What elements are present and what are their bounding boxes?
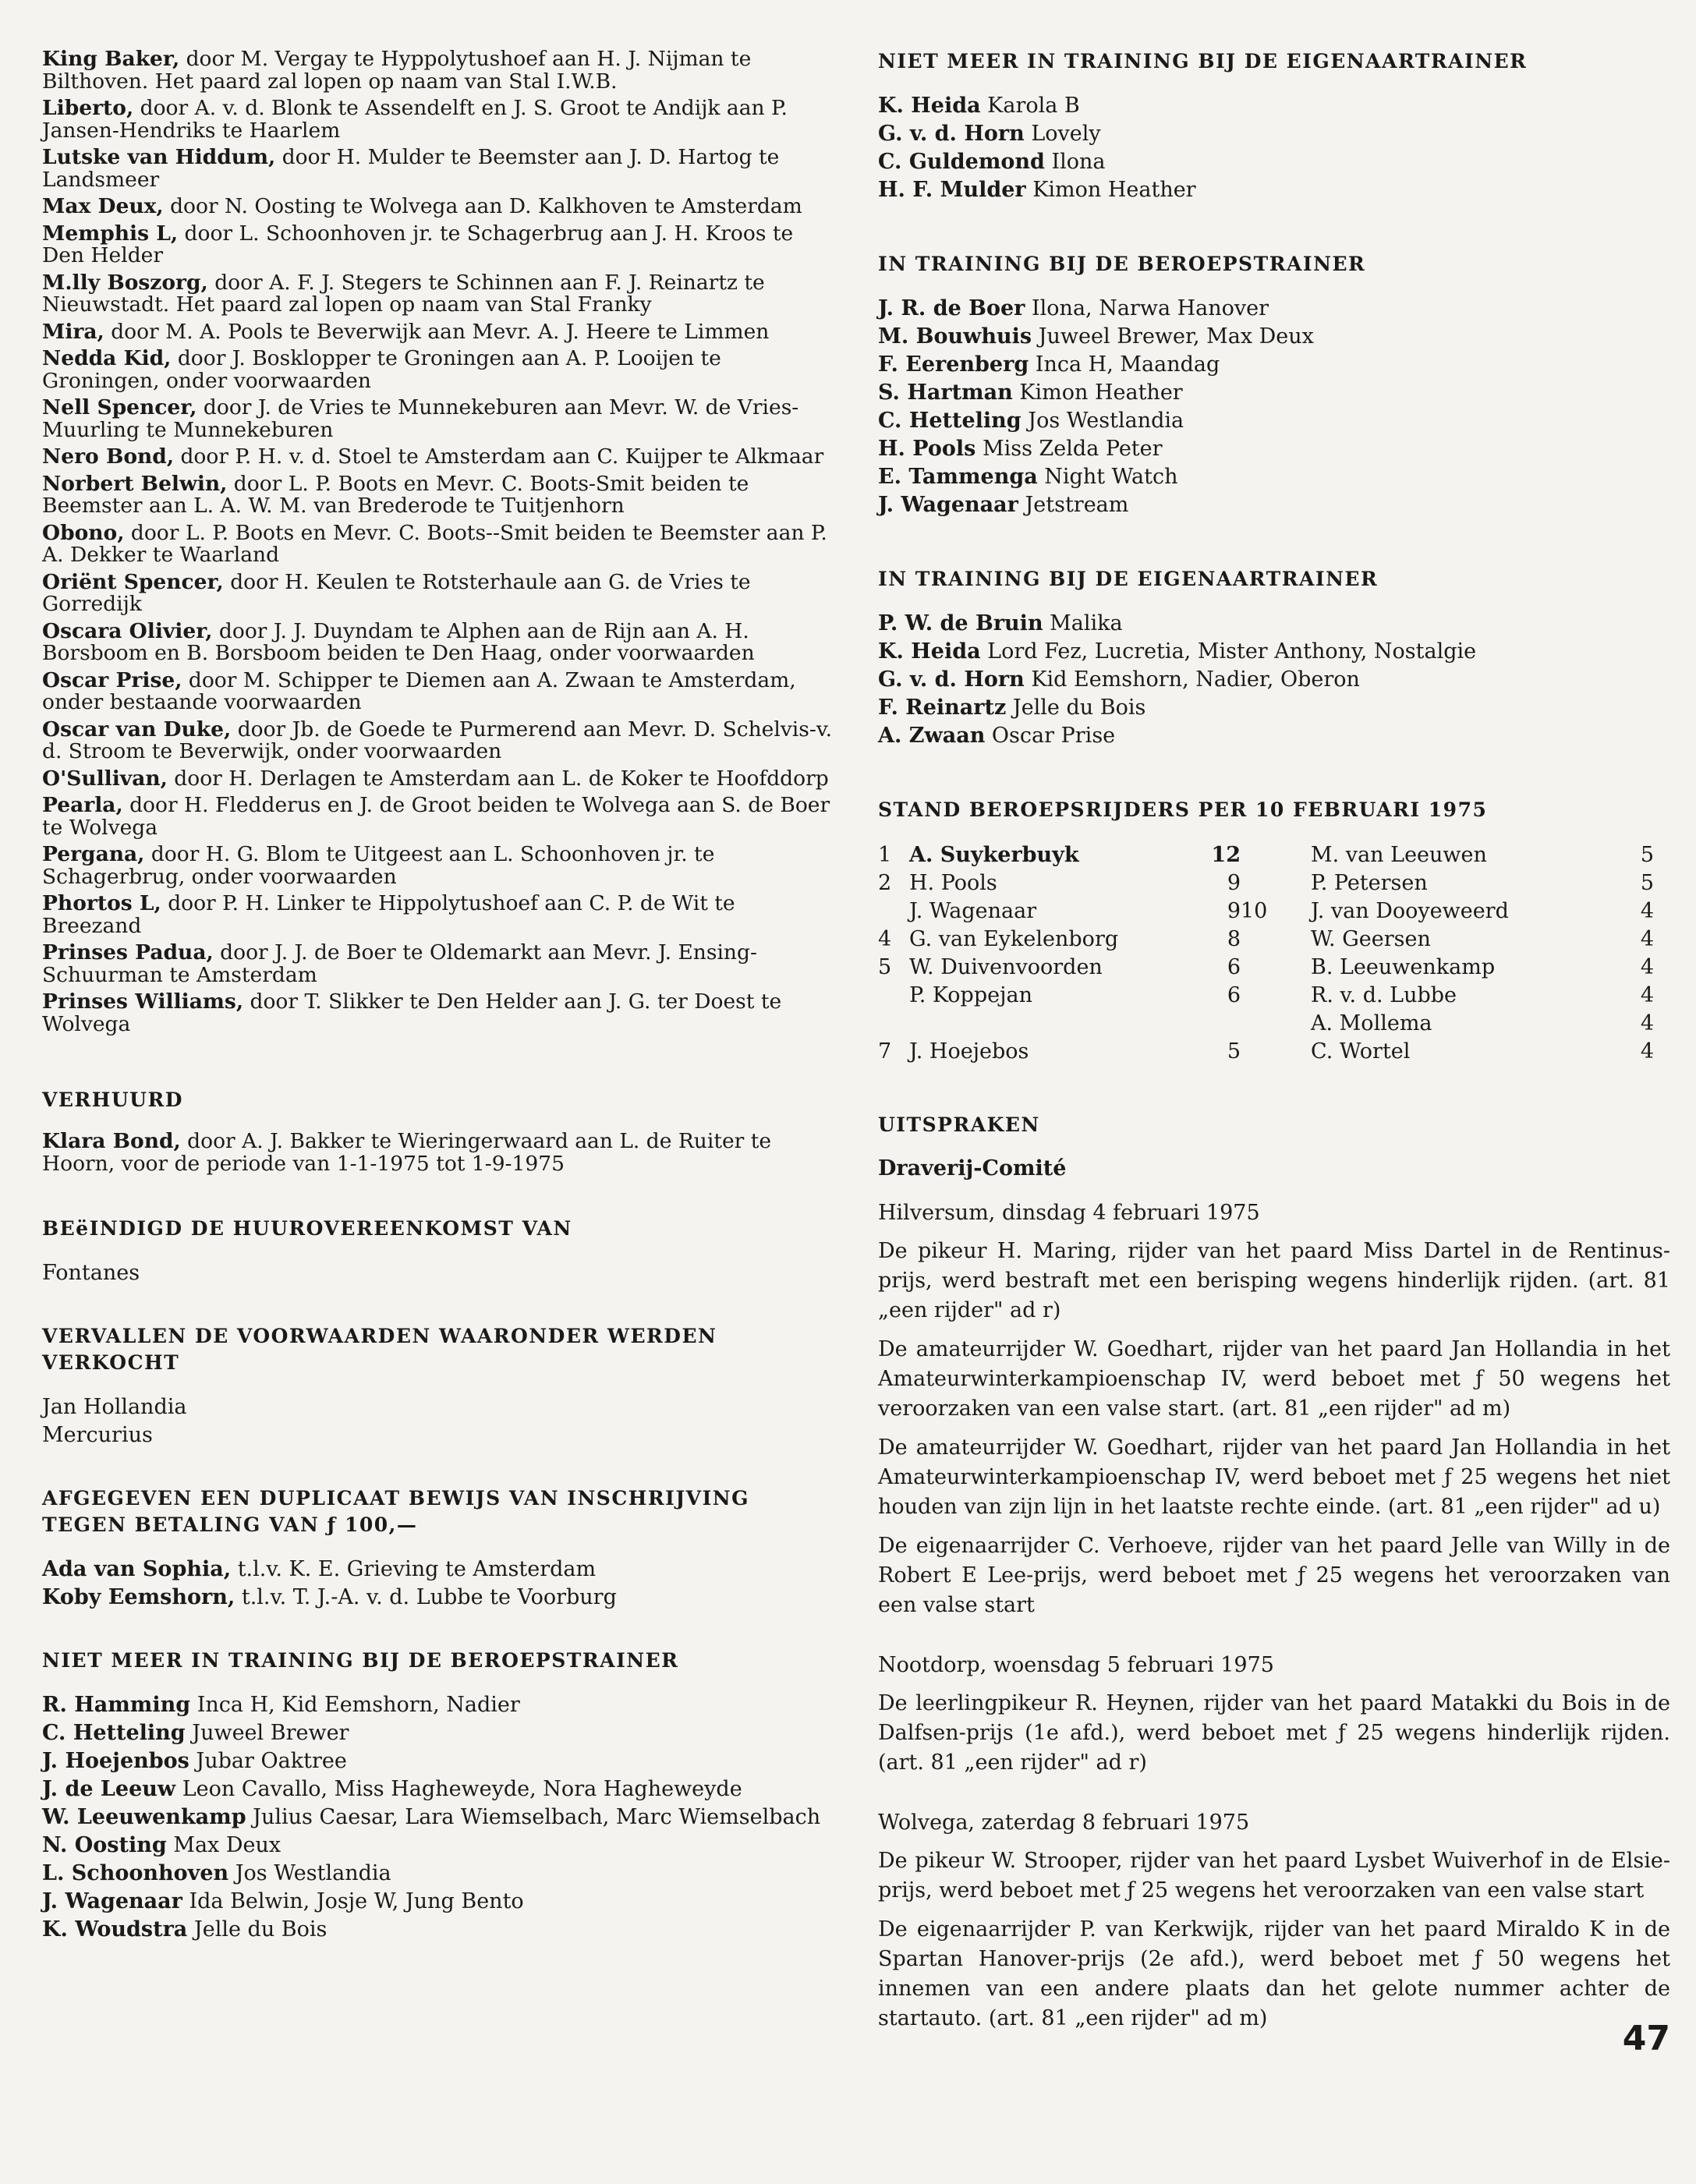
trainer-row-text: Julius Caesar, Lara Wiemselbach, Marc Wiemselbach bbox=[246, 1805, 821, 1829]
sale-entry-text: door L. P. Boots en Mevr. C. Boots-Smit beiden te Beemster aan L. A. W. M. van Brederode te Tuitjenhorn bbox=[42, 471, 749, 518]
sale-entry bbox=[42, 97, 834, 142]
stand-row bbox=[878, 1009, 1654, 1037]
trainer-row bbox=[42, 1775, 834, 1803]
ruling-paragraph: De amateurrijder W. Goedhart, rijder van het paard Jan Hollandia in het Amateurwinterkampioenschap IV, werd beboet met ƒ 50 wegens het veroorzaken van een valse start. (art. 81 „een rijder" ad m) bbox=[878, 1337, 1670, 1421]
stand-name: P. Koppejan bbox=[909, 982, 1032, 1007]
stand-rank: 7 bbox=[878, 1039, 892, 1064]
sale-entry-name: Prinses Williams, bbox=[42, 989, 244, 1014]
sale-entry bbox=[42, 768, 834, 791]
trainer-row-text: Miss Zelda Peter bbox=[975, 437, 1163, 461]
trainer-row-text: Leon Cavallo, Miss Hagheweyde, Nora Hagheweyde bbox=[175, 1777, 742, 1801]
stand-points: 5 bbox=[1640, 842, 1654, 867]
trainer-row-text: Max Deux bbox=[166, 1833, 281, 1857]
beeindigd-list bbox=[42, 1259, 834, 1287]
sale-entry-name: Nell Spencer, bbox=[42, 395, 197, 419]
duplicaat-item bbox=[42, 1556, 834, 1584]
duplicaat-item-text: t.l.v. T. J.-A. v. d. Lubbe te Voorburg bbox=[235, 1585, 617, 1609]
sale-entry-text: door J. J. de Boer te Oldemarkt aan Mevr. J. Ensing-Schuurman te Amsterdam bbox=[42, 940, 757, 987]
trainer-row-text: Jubar Oaktree bbox=[189, 1749, 347, 1773]
vervallen-item: Mercurius bbox=[42, 1423, 153, 1447]
trainer-row-text: Ida Belwin, Josje W, Jung Bento bbox=[182, 1889, 524, 1913]
stand-name: A. Mollema bbox=[1311, 1011, 1432, 1035]
trainer-row-name: J. R. de Boer bbox=[878, 296, 1025, 320]
sale-entry-name: Prinses Padua, bbox=[42, 940, 214, 965]
trainer-row-name: C. Guldemond bbox=[878, 150, 1045, 174]
stand-row bbox=[878, 869, 1654, 897]
sale-entry-text: door H. Mulder te Beemster aan J. D. Hartog te Landsmeer bbox=[42, 145, 780, 192]
trainer-row bbox=[878, 435, 1670, 463]
trainer-row-name: W. Leeuwenkamp bbox=[42, 1805, 246, 1829]
in-eigenaar-list bbox=[878, 610, 1670, 750]
sale-entry-text: door L. Schoonhoven jr. te Schagerbrug aan J. H. Kroos te Den Helder bbox=[42, 221, 794, 267]
sale-entry bbox=[42, 991, 834, 1035]
trainer-row-text: Jos Westlandia bbox=[228, 1861, 391, 1885]
stand-points: 4 bbox=[1640, 954, 1654, 979]
sale-entry-name: Nedda Kid, bbox=[42, 346, 172, 370]
ruling-paragraph: De eigenaarrijder C. Verhoeve, rijder van het paard Jelle van Willy in de Robert E Lee-prijs, werd beboet met ƒ 25 wegens het veroorzaken van een valse start bbox=[878, 1534, 1670, 1617]
stand-name bbox=[909, 1009, 1194, 1037]
sale-entry-name: Oriënt Spencer, bbox=[42, 569, 224, 594]
sale-entry-text: door M. Schipper te Diemen aan A. Zwaan te Amsterdam, onder bestaande voorwaarden bbox=[42, 667, 796, 714]
verhuurd-entry: Klara Bond, door A. J. Bakker te Wieringerwaard aan L. de Ruiter te Hoorn, voor de periode van 1-1-1975 tot 1-9-1975 bbox=[42, 1129, 772, 1176]
ruling-date: Hilversum, dinsdag 4 februari 1975 bbox=[878, 1201, 1260, 1225]
sale-entry bbox=[42, 667, 834, 714]
stand-name: J. van Dooyeweerd bbox=[1311, 898, 1509, 923]
sale-entry-name: Oscar van Duke, bbox=[42, 717, 232, 742]
stand-points: 9 bbox=[1227, 870, 1241, 895]
trainer-row bbox=[42, 1803, 834, 1832]
trainer-row bbox=[878, 120, 1670, 148]
verhuurd-heading: VERHUURD bbox=[42, 1088, 183, 1111]
trainer-row-text: Jetstream bbox=[1018, 493, 1129, 517]
stand-points: 9 bbox=[1227, 898, 1241, 923]
trainer-row-name: F. Eerenberg bbox=[878, 352, 1029, 377]
left-column bbox=[42, 48, 834, 1944]
stand-name: R. v. d. Lubbe bbox=[1311, 982, 1457, 1007]
sale-entry-name: Oscar Prise, bbox=[42, 667, 182, 692]
trainer-row bbox=[878, 148, 1670, 176]
stand-row bbox=[878, 953, 1654, 981]
sale-entry-text: door A. v. d. Blonk te Assendelft en J. S. Groot te Andijk aan P. Jansen-Hendriks te Haarlem bbox=[42, 96, 788, 143]
trainer-row bbox=[42, 1747, 834, 1775]
sale-entry-text: door Jb. de Goede te Purmerend aan Mevr. D. Schelvis-v. d. Stroom te Beverwijk, onder voorwaarden bbox=[42, 717, 833, 763]
stand-name: M. van Leeuwen bbox=[1311, 842, 1487, 867]
beeindigd-item: Fontanes bbox=[42, 1261, 140, 1285]
sale-entry bbox=[42, 48, 834, 93]
trainer-row bbox=[878, 295, 1670, 323]
sale-entry bbox=[42, 446, 834, 469]
trainer-row-name: G. v. d. Horn bbox=[878, 667, 1025, 692]
stand-row bbox=[878, 981, 1654, 1009]
stand-name: P. Petersen bbox=[1311, 870, 1428, 895]
trainer-row bbox=[42, 1860, 834, 1888]
sale-entry-name: Obono, bbox=[42, 520, 125, 545]
trainer-row-name: M. Bouwhuis bbox=[878, 324, 1032, 349]
vervallen-list bbox=[42, 1393, 834, 1450]
duplicaat-item bbox=[42, 1584, 834, 1612]
stand-name: J. Hoejebos bbox=[909, 1039, 1029, 1064]
trainer-row-name: H. Pools bbox=[878, 437, 976, 461]
trainer-row-text: Night Watch bbox=[1037, 465, 1178, 489]
sale-entry bbox=[42, 196, 834, 218]
stand-name: J. Wagenaar bbox=[909, 898, 1037, 923]
stand-rank: 4 bbox=[878, 926, 892, 951]
stand-rank bbox=[1241, 841, 1311, 869]
trainer-row bbox=[878, 176, 1670, 204]
sale-entry bbox=[42, 942, 834, 986]
stand-rank bbox=[1241, 1037, 1311, 1065]
trainer-row-name: F. Reinartz bbox=[878, 696, 1007, 720]
stand-rank bbox=[1241, 925, 1311, 953]
trainer-row bbox=[878, 407, 1670, 435]
duplicaat-item-text: t.l.v. K. E. Grieving te Amsterdam bbox=[231, 1557, 597, 1581]
trainer-row-name: C. Hetteling bbox=[878, 409, 1021, 433]
trainer-row-text: Inca H, Kid Eemshorn, Nadier bbox=[190, 1693, 520, 1717]
trainer-row-name: K. Heida bbox=[878, 94, 981, 118]
trainer-row-name: J. Hoejenbos bbox=[42, 1749, 189, 1773]
trainer-row-text: Oscar Prise bbox=[985, 724, 1116, 748]
trainer-row-text: Kid Eemshorn, Nadier, Oberon bbox=[1024, 667, 1360, 692]
stand-table bbox=[878, 841, 1654, 1065]
trainer-row bbox=[878, 666, 1670, 694]
sale-entry-name: Pergana, bbox=[42, 842, 145, 866]
trainer-row-text: Jelle du Bois bbox=[187, 1917, 328, 1942]
vervallen-heading: VERVALLEN DE VOORWAARDEN WAARONDER WERDEN VERKOCHT bbox=[42, 1325, 717, 1374]
trainer-row-name: J. de Leeuw bbox=[42, 1777, 176, 1801]
vervallen-item: Jan Hollandia bbox=[42, 1395, 187, 1419]
trainer-row bbox=[878, 638, 1670, 666]
sale-entry-text: door T. Slikker te Den Helder aan J. G. ter Doest te Wolvega bbox=[42, 989, 782, 1036]
trainer-row-name: K. Woudstra bbox=[42, 1917, 188, 1942]
sale-entry bbox=[42, 795, 834, 839]
niet-meer-eigenaar-heading: NIET MEER IN TRAINING BIJ DE EIGENAARTRAINER bbox=[878, 50, 1528, 73]
trainer-row-name: N. Oosting bbox=[42, 1833, 167, 1857]
sale-entry-text: door H. Fledderus en J. de Groot beiden te Wolvega aan S. de Boer te Wolvega bbox=[42, 793, 830, 840]
stand-rank: 1 bbox=[878, 842, 892, 867]
stand-points bbox=[1194, 1009, 1241, 1037]
stand-points: 8 bbox=[1227, 926, 1241, 951]
trainer-row-text: Kimon Heather bbox=[1012, 381, 1183, 405]
uitspraken-heading: UITSPRAKEN bbox=[878, 1113, 1040, 1136]
stand-name: H. Pools bbox=[909, 870, 997, 895]
trainer-row-name: G. v. d. Horn bbox=[878, 122, 1025, 146]
trainer-row bbox=[42, 1888, 834, 1916]
niet-meer-eigenaar-list bbox=[878, 92, 1670, 204]
trainer-row bbox=[42, 1916, 834, 1944]
trainer-row-text: Juweel Brewer, Max Deux bbox=[1032, 324, 1314, 349]
stand-name: G. van Eykelenborg bbox=[909, 926, 1119, 951]
trainer-row-name: H. F. Mulder bbox=[878, 178, 1026, 202]
trainer-row bbox=[878, 491, 1670, 519]
sale-entry-text: door H. Keulen te Rotsterhaule aan G. de Vries te Gorredijk bbox=[42, 569, 751, 616]
trainer-row bbox=[878, 351, 1670, 379]
sale-entry-name: M.lly Boszorg, bbox=[42, 270, 208, 295]
trainer-row-name: S. Hartman bbox=[878, 381, 1013, 405]
trainer-row-name: R. Hamming bbox=[42, 1693, 191, 1717]
ruling-paragraph: De pikeur W. Strooper, rijder van het paard Lysbet Wuiverhof in de Elsie-prijs, werd beboet met ƒ 25 wegens het veroorzaken van een valse start bbox=[878, 1849, 1670, 1903]
stand-rank bbox=[878, 981, 909, 1009]
right-column bbox=[878, 48, 1670, 2058]
trainer-row-name: J. Wagenaar bbox=[42, 1889, 182, 1913]
sale-entry-name: Mira, bbox=[42, 319, 104, 344]
sale-entry-text: door A. F. J. Stegers te Schinnen aan F. J. Reinartz te Nieuwstadt. Het paard zal lopen op naam van Stal Franky bbox=[42, 270, 765, 317]
page-number: 47 bbox=[1622, 2019, 1670, 2058]
in-eigenaar-heading: IN TRAINING BIJ DE EIGENAARTRAINER bbox=[878, 568, 1379, 590]
trainer-row bbox=[878, 610, 1670, 638]
stand-points: 4 bbox=[1640, 898, 1654, 923]
sale-entry-name: Nero Bond, bbox=[42, 444, 175, 469]
stand-rank bbox=[878, 1009, 909, 1037]
duplicaat-heading: AFGEGEVEN EEN DUPLICAAT BEWIJS VAN INSCHRIJVING TEGEN BETALING VAN ƒ 100,— bbox=[42, 1487, 749, 1536]
stand-points: 4 bbox=[1640, 1039, 1654, 1064]
duplicaat-item-name: Ada van Sophia, bbox=[42, 1557, 232, 1581]
trainer-row-text: Kimon Heather bbox=[1025, 178, 1196, 202]
trainer-row-text: Malika bbox=[1043, 611, 1123, 635]
stand-points: 4 bbox=[1640, 1011, 1654, 1035]
stand-name: B. Leeuwenkamp bbox=[1311, 954, 1496, 979]
stand-points: 5 bbox=[1227, 1039, 1241, 1064]
stand-heading: STAND BEROEPSRIJDERS PER 10 FEBRUARI 1975 bbox=[878, 798, 1488, 821]
stand-points: 5 bbox=[1640, 870, 1654, 895]
duplicaat-list bbox=[42, 1556, 834, 1612]
trainer-row-name: P. W. de Bruin bbox=[878, 611, 1043, 635]
trainer-row bbox=[42, 1719, 834, 1747]
ruling-paragraph: De leerlingpikeur R. Heynen, rijder van het paard Matakki du Bois in de Dalfsen-prijs (1e afd.), werd beboet met ƒ 25 wegens hinderlijk rijden. (art. 81 „een rijder" ad r) bbox=[878, 1691, 1670, 1775]
sale-entry-text: door H. Derlagen te Amsterdam aan L. de Koker te Hoofddorp bbox=[167, 766, 829, 791]
trainer-row-name: C. Hetteling bbox=[42, 1721, 186, 1745]
sale-entry-text: door N. Oosting te Wolvega aan D. Kalkhoven te Amsterdam bbox=[163, 194, 802, 218]
sale-entry-name: O'Sullivan, bbox=[42, 766, 168, 791]
sale-entry bbox=[42, 473, 834, 518]
trainer-row bbox=[878, 694, 1670, 722]
uitspraken-subheading: Draverij-Comité bbox=[878, 1156, 1067, 1180]
trainer-row-text: Ilona, Narwa Hanover bbox=[1025, 296, 1269, 320]
trainer-row bbox=[878, 92, 1670, 120]
stand-rank bbox=[1241, 953, 1311, 981]
sale-entry-text: door M. A. Pools te Beverwijk aan Mevr. A. J. Heere te Limmen bbox=[104, 319, 770, 344]
stand-points: 4 bbox=[1640, 926, 1654, 951]
sale-entry bbox=[42, 223, 834, 267]
trainer-row bbox=[878, 323, 1670, 351]
stand-rank: 5 bbox=[878, 954, 892, 979]
sale-entry-name: Memphis L, bbox=[42, 221, 179, 246]
sale-entry-text: door P. H. v. d. Stoel te Amsterdam aan C. Kuijper te Alkmaar bbox=[174, 444, 824, 469]
duplicaat-item-name: Koby Eemshorn, bbox=[42, 1585, 235, 1609]
sale-entry-text: door M. Vergay te Hyppolytushoef aan H. J. Nijman te Bilthoven. Het paard zal lopen op naam van Stal I.W.B. bbox=[42, 47, 752, 94]
trainer-row-text: Jelle du Bois bbox=[1006, 696, 1146, 720]
stand-points: 4 bbox=[1640, 982, 1654, 1007]
sale-entry-name: Pearla, bbox=[42, 793, 123, 817]
stand-rank: 10 bbox=[1241, 898, 1268, 923]
trainer-row-text: Lovely bbox=[1024, 122, 1101, 146]
sale-entry-name: Phortos L, bbox=[42, 891, 161, 915]
sale-entry-name: Max Deux, bbox=[42, 194, 164, 218]
ruling-paragraph: De amateurrijder W. Goedhart, rijder van het paard Jan Hollandia in het Amateurwinterkampioenschap IV, werd beboet met ƒ 25 wegens het niet houden van zijn lijn in het laatste rechte einde. (art. 81 „een rijder" ad u) bbox=[878, 1435, 1670, 1519]
sale-entry bbox=[42, 522, 834, 567]
stand-rank bbox=[878, 897, 909, 925]
beeindigd-heading: BEëINDIGD DE HUUROVEREENKOMST VAN bbox=[42, 1217, 572, 1240]
sale-entry-name: King Baker, bbox=[42, 47, 180, 71]
sale-entry-name: Norbert Belwin, bbox=[42, 471, 228, 496]
ruling-paragraph: De eigenaarrijder P. van Kerkwijk, rijder van het paard Miraldo K in de Spartan Hanover-prijs (2e afd.), werd beboet met ƒ 50 wegens het innemen van een andere plaats dan het gelote nummer achter de startauto. (art. 81 „een rijder" ad m) bbox=[878, 1917, 1670, 2030]
stand-name: W. Geersen bbox=[1311, 926, 1431, 951]
ruling-paragraph: De pikeur H. Maring, rijder van het paard Miss Dartel in de Rentinus-prijs, werd bestraft met een berisping wegens hinderlijk rijden. (art. 81 „een rijder" ad r) bbox=[878, 1239, 1670, 1322]
sale-entry-name: Lutske van Hiddum, bbox=[42, 145, 276, 169]
stand-rank bbox=[1241, 981, 1311, 1009]
trainer-row-text: Karola B bbox=[980, 94, 1080, 118]
trainer-row-name: E. Tammenga bbox=[878, 465, 1038, 489]
trainer-row bbox=[42, 1832, 834, 1860]
stand-points: 6 bbox=[1227, 954, 1241, 979]
sale-entry-text: door L. P. Boots en Mevr. C. Boots--Smit beiden te Beemster aan P. A. Dekker te Waarland bbox=[42, 520, 827, 567]
sale-entry-text: door J. Bosklopper te Groningen aan A. P. Looijen te Groningen, onder voorwaarden bbox=[42, 346, 721, 393]
trainer-row bbox=[878, 463, 1670, 491]
sale-entry bbox=[42, 397, 834, 441]
stand-row bbox=[878, 925, 1654, 953]
trainer-row-text: Jos Westlandia bbox=[1021, 409, 1184, 433]
sale-entry bbox=[42, 618, 834, 665]
stand-name: C. Wortel bbox=[1311, 1039, 1411, 1064]
sale-entry bbox=[42, 147, 834, 191]
sale-entry-text: door H. G. Blom te Uitgeest aan L. Schoonhoven jr. te Schagerbrug, onder voorwaarden bbox=[42, 842, 715, 889]
sale-entry bbox=[42, 348, 834, 392]
stand-rank bbox=[1241, 869, 1311, 897]
in-beroeps-list bbox=[878, 295, 1670, 519]
sale-entry-text: door J. de Vries te Munnekeburen aan Mevr. W. de Vries-Muurling te Munnekeburen bbox=[42, 395, 799, 442]
stand-row bbox=[878, 841, 1654, 869]
stand-name: W. Duivenvoorden bbox=[909, 954, 1103, 979]
sale-entry-text: door J. J. Duyndam te Alphen aan de Rijn aan A. H. Borsboom en B. Borsboom beiden te Den Haag, onder voorwaarden bbox=[42, 618, 755, 665]
sale-entries bbox=[42, 48, 834, 1035]
stand-rank: 2 bbox=[878, 870, 892, 895]
sale-entry bbox=[42, 569, 834, 616]
sale-entry-name: Liberto, bbox=[42, 96, 134, 120]
stand-row bbox=[878, 897, 1654, 925]
ruling-date: Nootdorp, woensdag 5 februari 1975 bbox=[878, 1653, 1274, 1677]
trainer-row-name: J. Wagenaar bbox=[878, 493, 1018, 517]
trainer-row bbox=[878, 379, 1670, 407]
trainer-row-text: Ilona bbox=[1044, 150, 1106, 174]
sale-entry bbox=[42, 272, 834, 317]
trainer-row-name: A. Zwaan bbox=[878, 724, 986, 748]
trainer-row-name: L. Schoonhoven bbox=[42, 1861, 229, 1885]
niet-meer-beroeps-list bbox=[42, 1691, 834, 1944]
sale-entry bbox=[42, 719, 834, 763]
sale-entry bbox=[42, 321, 834, 344]
uitspraken-blocks bbox=[878, 1199, 1670, 2034]
sale-entry-name: Oscara Olivier, bbox=[42, 618, 213, 643]
stand-points: 12 bbox=[1211, 842, 1241, 867]
stand-points: 6 bbox=[1227, 982, 1241, 1007]
stand-row bbox=[878, 1037, 1654, 1065]
trainer-row-text: Inca H, Maandag bbox=[1029, 352, 1220, 377]
trainer-row bbox=[878, 722, 1670, 750]
sale-entry-text: door P. H. Linker te Hippolytushoef aan C. P. de Wit te Breezand bbox=[42, 891, 735, 938]
ruling-date: Wolvega, zaterdag 8 februari 1975 bbox=[878, 1811, 1250, 1835]
stand-name: A. Suykerbuyk bbox=[909, 842, 1079, 867]
sale-entry bbox=[42, 844, 834, 888]
trainer-row-text: Lord Fez, Lucretia, Mister Anthony, Nostalgie bbox=[980, 639, 1477, 664]
sale-entry bbox=[42, 893, 834, 937]
stand-rank bbox=[1241, 1009, 1311, 1037]
trainer-row-text: Juweel Brewer bbox=[185, 1721, 349, 1745]
niet-meer-beroeps-heading: NIET MEER IN TRAINING BIJ DE BEROEPSTRAINER bbox=[42, 1649, 679, 1672]
trainer-row-name: K. Heida bbox=[878, 639, 981, 664]
in-beroeps-heading: IN TRAINING BIJ DE BEROEPSTRAINER bbox=[878, 253, 1366, 275]
trainer-row bbox=[42, 1691, 834, 1719]
